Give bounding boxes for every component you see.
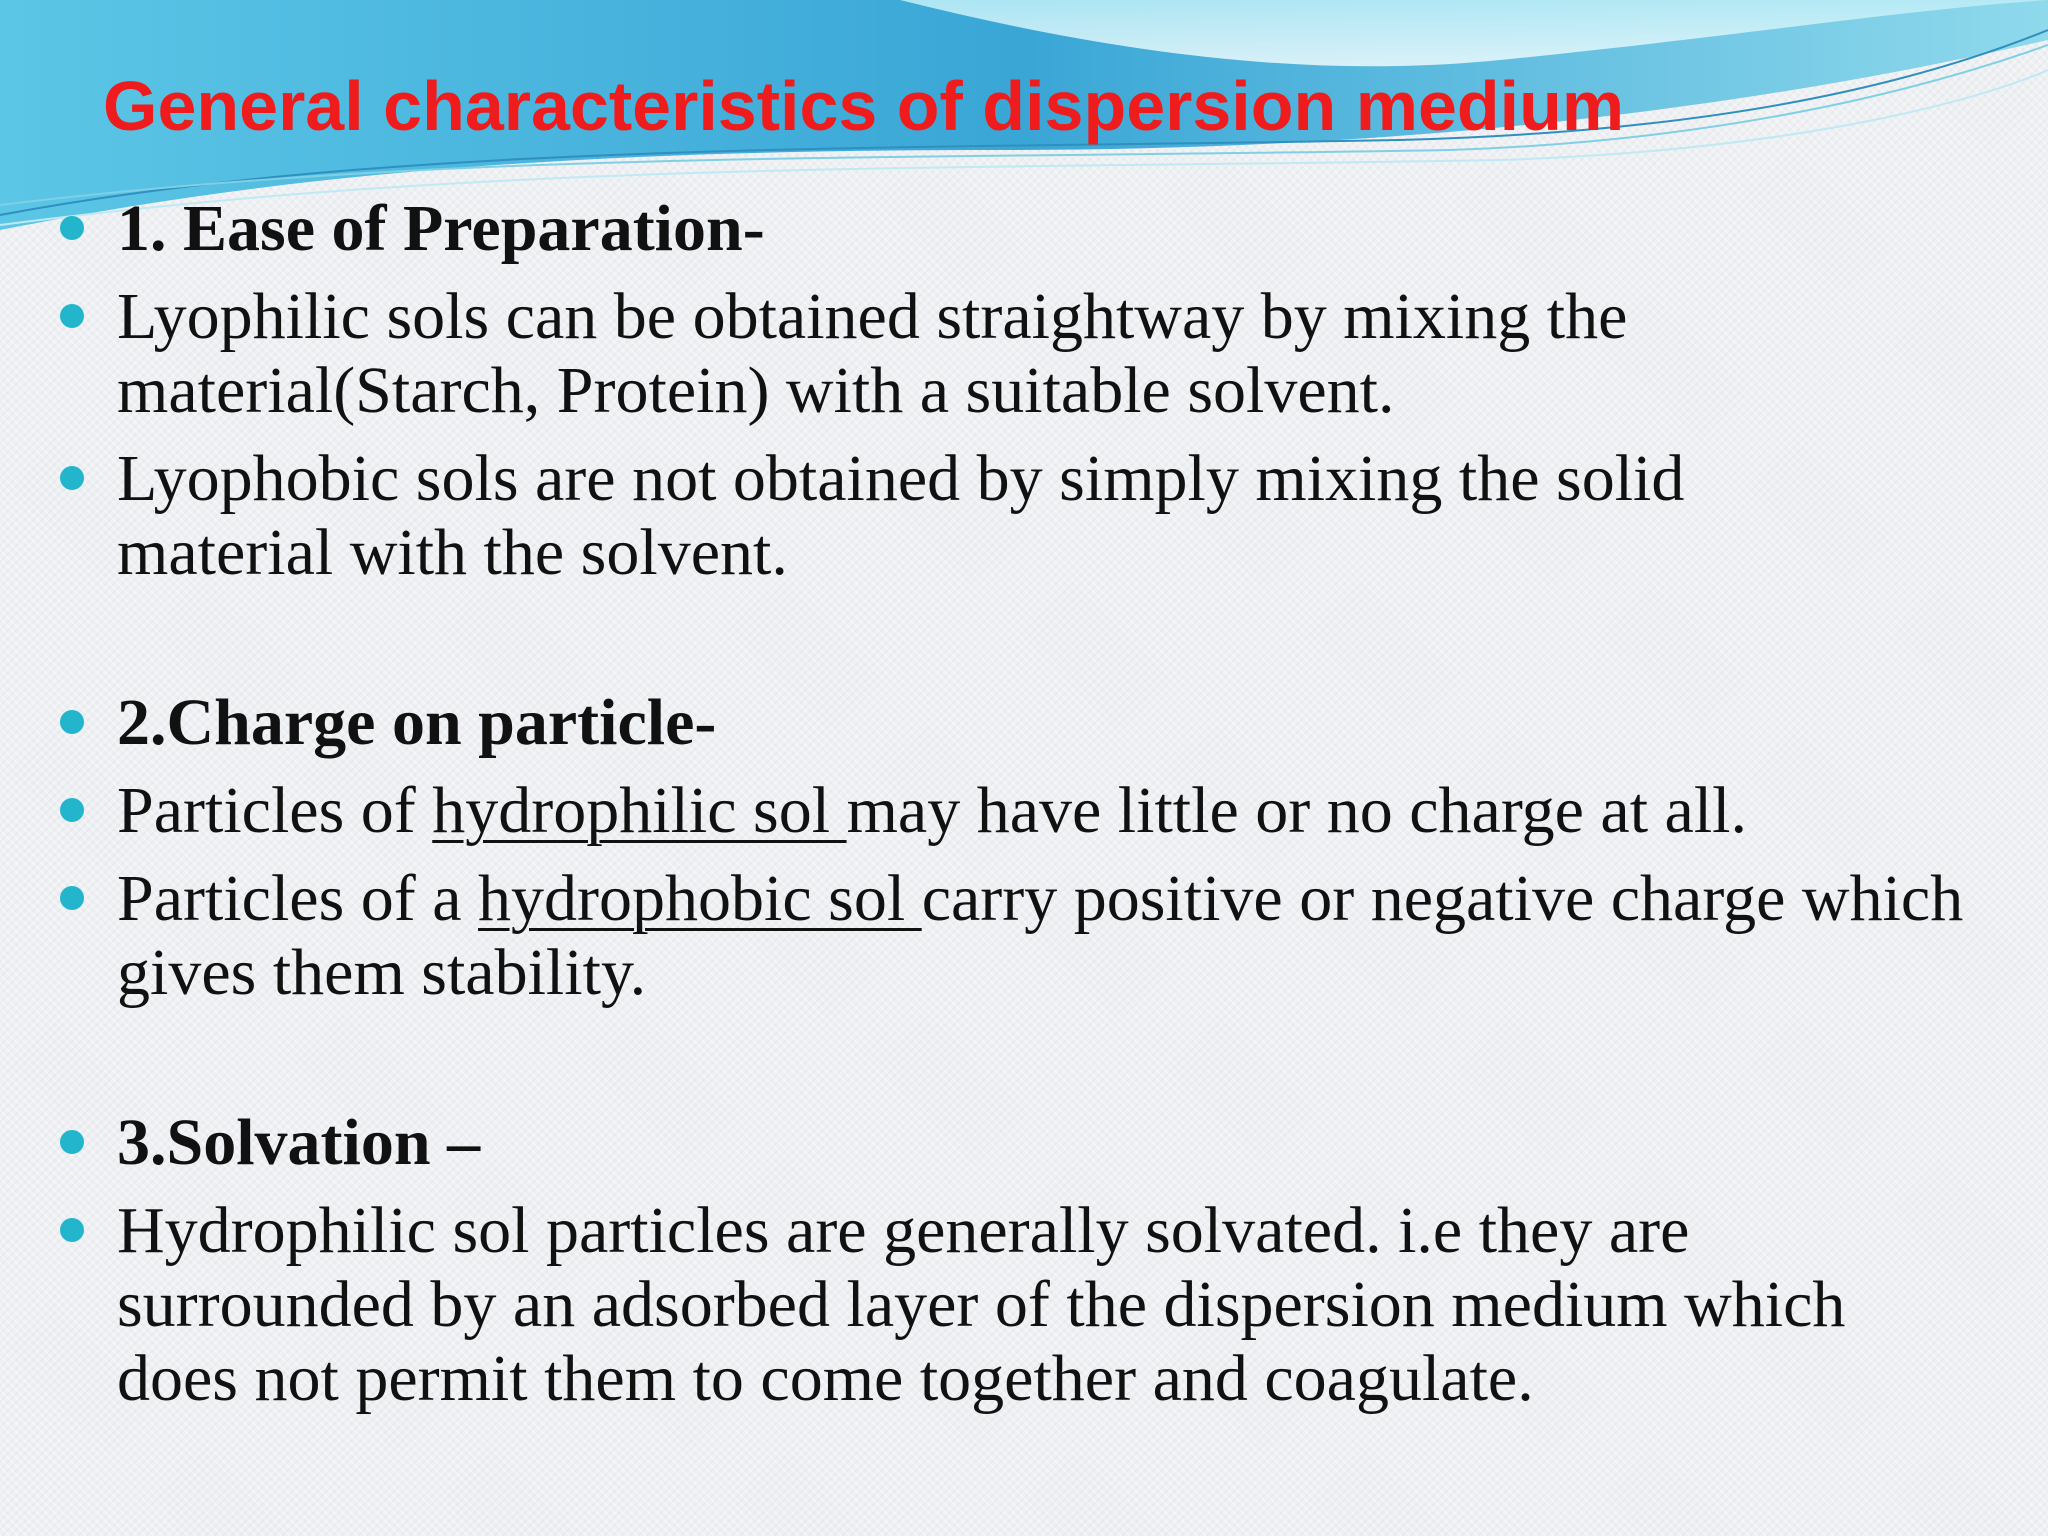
bullet-hydrophobic-charge: Particles of a hydrophobic sol carry positive or negative charge which gives them stability.: [0, 862, 2048, 1010]
bullet-dot-icon: [60, 466, 84, 490]
slide-title: General characteristics of dispersion medium: [103, 67, 1625, 145]
section-heading-charge-on-particle: 2.Charge on particle-: [0, 686, 2048, 760]
bullet-dot-icon: [60, 798, 84, 822]
bullet-dot-icon: [60, 710, 84, 734]
bullet-hydrophilic-charge: Particles of hydrophilic sol may have little or no charge at all.: [0, 774, 2048, 848]
bullet-dot-icon: [60, 304, 84, 328]
bullet-dot-icon: [60, 1130, 84, 1154]
bullet-list: [0, 192, 2048, 1416]
bullet-hydrophilic-solvation: Hydrophilic sol particles are generally solvated. i.e they are surrounded by an adsorbed layer of the dispersion medium which does not permit them to come together and coagulate.: [0, 1194, 1957, 1416]
bullet-lyophobic-preparation: Lyophobic sols are not obtained by simply mixing the solid material with the solvent.: [0, 442, 1957, 590]
bullet-dot-icon: [60, 1218, 84, 1242]
term-hydrophilic-sol: hydrophilic sol: [432, 774, 847, 847]
section-heading-solvation: 3.Solvation –: [0, 1106, 2048, 1180]
bullet-dot-icon: [60, 886, 84, 910]
bullet-lyophilic-preparation: Lyophilic sols can be obtained straightway by mixing the material(Starch, Protein) with a suitable solvent.: [0, 280, 1917, 428]
term-hydrophobic-sol: hydrophobic sol: [478, 862, 922, 935]
bullet-dot-icon: [60, 216, 84, 240]
section-heading-ease-of-preparation: 1. Ease of Preparation-: [0, 192, 2048, 266]
